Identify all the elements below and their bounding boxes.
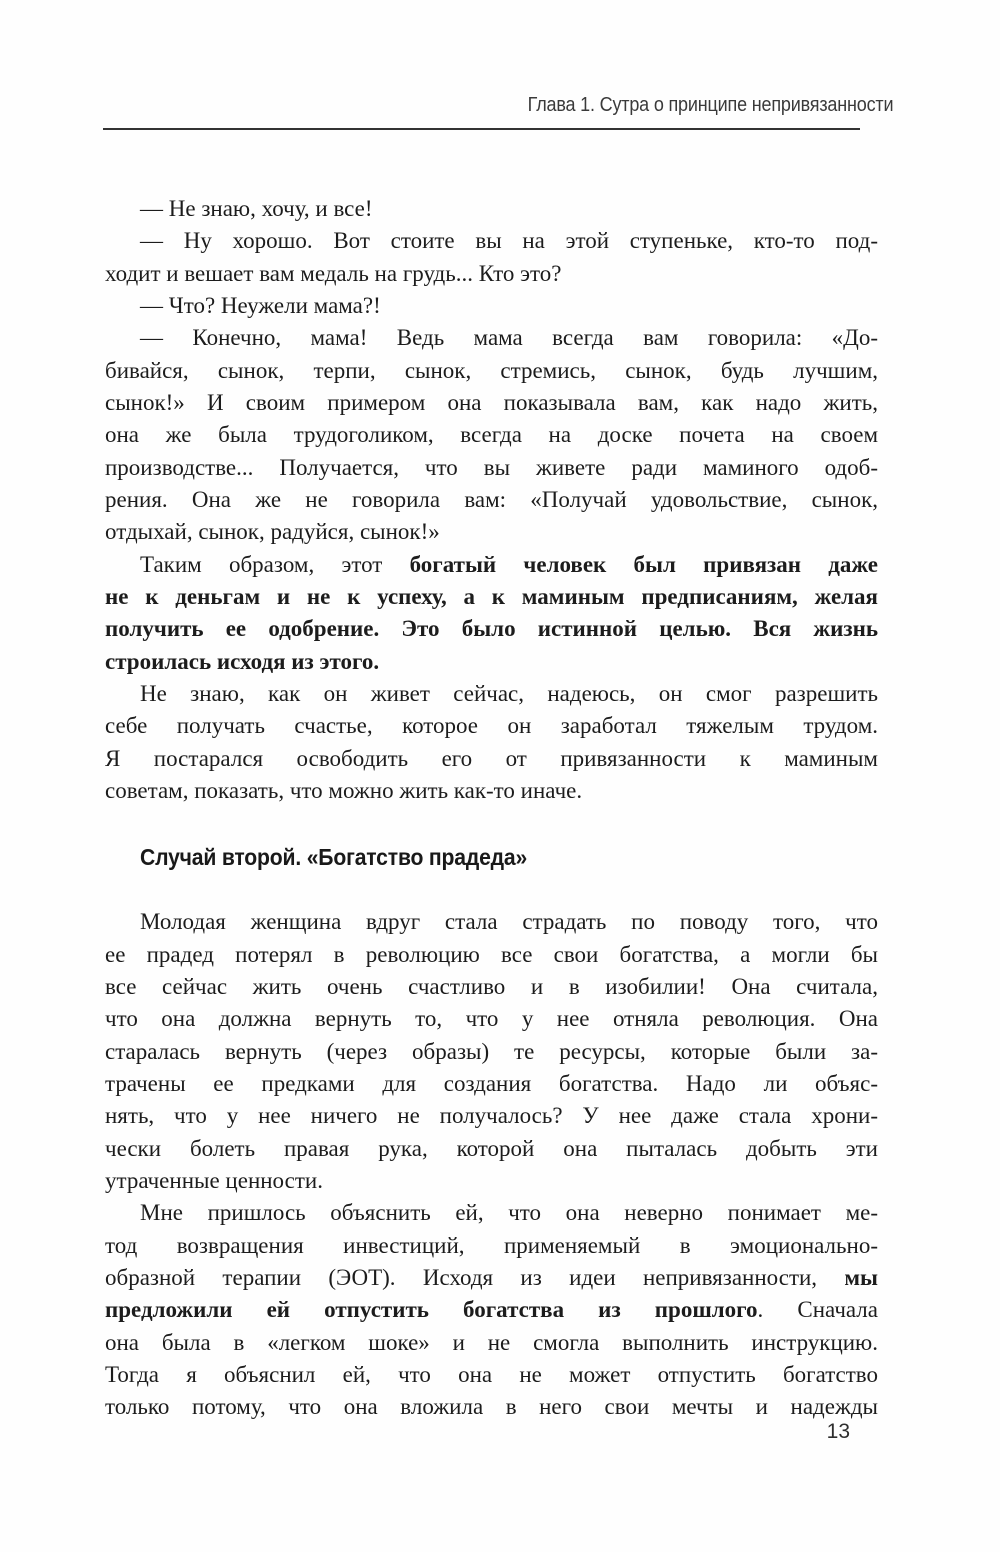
paragraph — [105, 678, 878, 807]
text-segment: что она должна вернуть то, что у нее отняла революция. Она — [105, 1006, 878, 1032]
text-segment: нять, что у нее ничего не получалось? У нее даже стала хрони- — [105, 1103, 878, 1129]
text-line — [105, 549, 878, 581]
text-line — [105, 678, 878, 710]
text-segment: рения. Она же не говорила вам: «Получай удовольствие, сынок, — [105, 486, 878, 512]
text-line — [105, 1133, 878, 1165]
paragraph — [105, 906, 878, 1197]
text-line — [105, 1100, 878, 1132]
text-segment: — Что? Неужели мама?! — [140, 292, 381, 318]
text-segment: она же была трудоголиком, всегда на доске почета на своем — [105, 422, 878, 448]
text-segment: производстве... Получается, что вы живете ради маминого одоб- — [105, 454, 878, 480]
text-line — [105, 1068, 878, 1100]
paragraph — [105, 1197, 878, 1423]
section-heading — [105, 841, 878, 873]
text-line — [105, 1359, 878, 1391]
text-segment: чески болеть правая рука, которой она пыталась добыть эти — [105, 1135, 878, 1161]
running-head — [487, 93, 893, 117]
running-head-text: Глава 1. Сутра о принципе непривязанности — [527, 94, 893, 116]
paragraph — [105, 549, 878, 678]
text-line — [105, 906, 878, 938]
text-line — [105, 225, 878, 257]
header-rule — [103, 128, 860, 130]
paragraph — [105, 290, 878, 322]
text-line — [105, 743, 878, 775]
bold-text-segment: предложили ей отпустить богатства из прошлого — [105, 1297, 758, 1323]
text-segment: старалась вернуть (через образы) те ресурсы, которые были за- — [105, 1038, 878, 1064]
text-segment: Таким образом, этот — [140, 551, 410, 577]
paragraph — [105, 193, 878, 225]
text-segment: все сейчас жить очень счастливо и в изобилии! Она считала, — [105, 973, 878, 999]
text-line — [105, 775, 878, 807]
text-line — [105, 516, 878, 548]
text-line — [105, 387, 878, 419]
text-segment: Молодая женщина вдруг стала страдать по поводу того, что — [140, 909, 878, 935]
text-column — [105, 193, 878, 1423]
paragraph — [105, 322, 878, 548]
bold-text-segment: богатый человек был привязан даже — [409, 551, 878, 577]
text-line — [105, 971, 878, 1003]
text-segment: ее прадед потерял в революцию все свои богатства, а могли бы — [105, 941, 878, 967]
text-segment: тод возвращения инвестиций, применяемый в эмоционально- — [105, 1232, 878, 1258]
text-segment: Не знаю, как он живет сейчас, надеюсь, он смог разрешить — [140, 680, 878, 706]
text-segment: ходит и вешает вам медаль на грудь... Кто это? — [105, 260, 562, 286]
text-line — [105, 581, 878, 613]
paragraph — [105, 225, 878, 290]
text-line — [105, 1165, 878, 1197]
text-line — [105, 484, 878, 516]
text-line — [105, 419, 878, 451]
text-line — [105, 1036, 878, 1068]
text-segment: — Ну хорошо. Вот стоите вы на этой ступеньке, кто-то под- — [140, 228, 878, 254]
text-segment: она была в «легком шоке» и не смогла выполнить инструкцию. — [105, 1329, 878, 1355]
text-segment: себе получать счастье, которое он заработал тяжелым трудом. — [105, 713, 878, 739]
text-line — [105, 1230, 878, 1262]
text-segment: утраченные ценности. — [105, 1167, 323, 1193]
text-line — [105, 646, 878, 678]
text-line — [105, 1262, 878, 1294]
text-line — [105, 710, 878, 742]
text-segment: Мне пришлось объяснить ей, что она неверно понимает ме- — [140, 1200, 878, 1226]
text-line — [105, 1391, 878, 1423]
text-line — [105, 1003, 878, 1035]
text-segment: советам, показать, что можно жить как-то иначе. — [105, 777, 583, 803]
bold-text-segment: получить ее одобрение. Это было истинной целью. Вся жизнь — [105, 616, 878, 642]
text-segment: образной терапии (ЭОТ). Исходя из идеи непривязанности, — [105, 1264, 845, 1290]
text-segment: — Не знаю, хочу, и все! — [140, 196, 373, 221]
text-line — [105, 939, 878, 971]
text-segment: только потому, что она вложила в него свои мечты и надежды — [105, 1394, 878, 1420]
section-heading-text: Случай второй. «Богатство прадеда» — [140, 844, 528, 871]
text-line — [105, 1294, 878, 1326]
text-line — [105, 1327, 878, 1359]
text-line — [105, 1197, 878, 1229]
text-segment: сынок!» И своим примером она показывала вам, как надо жить, — [105, 389, 878, 415]
text-segment: — Конечно, мама! Ведь мама всегда вам говорила: «До- — [140, 325, 878, 351]
text-line — [105, 452, 878, 484]
text-segment: трачены ее предками для создания богатства. Надо ли объяс- — [105, 1070, 878, 1096]
text-segment: Я постарался освободить его от привязанности к маминым — [105, 745, 878, 771]
text-line — [105, 613, 878, 645]
bold-text-segment: не к деньгам и не к успеху, а к маминым предписаниям, желая — [105, 583, 878, 609]
bold-text-segment: мы — [844, 1264, 878, 1290]
text-line — [105, 258, 878, 290]
text-line — [105, 322, 878, 354]
text-line — [105, 193, 878, 225]
bold-text-segment: строилась исходя из этого. — [105, 648, 380, 674]
text-line — [105, 290, 878, 322]
text-segment: отдыхай, сынок, радуйся, сынок!» — [105, 519, 440, 545]
text-segment: бивайся, сынок, терпи, сынок, стремись, сынок, будь лучшим, — [105, 357, 878, 383]
page-number: 13 — [826, 1420, 850, 1443]
text-segment: . Сначала — [757, 1297, 878, 1323]
text-line — [105, 355, 878, 387]
text-segment: Тогда я объяснил ей, что она не может отпустить богатство — [105, 1361, 878, 1387]
